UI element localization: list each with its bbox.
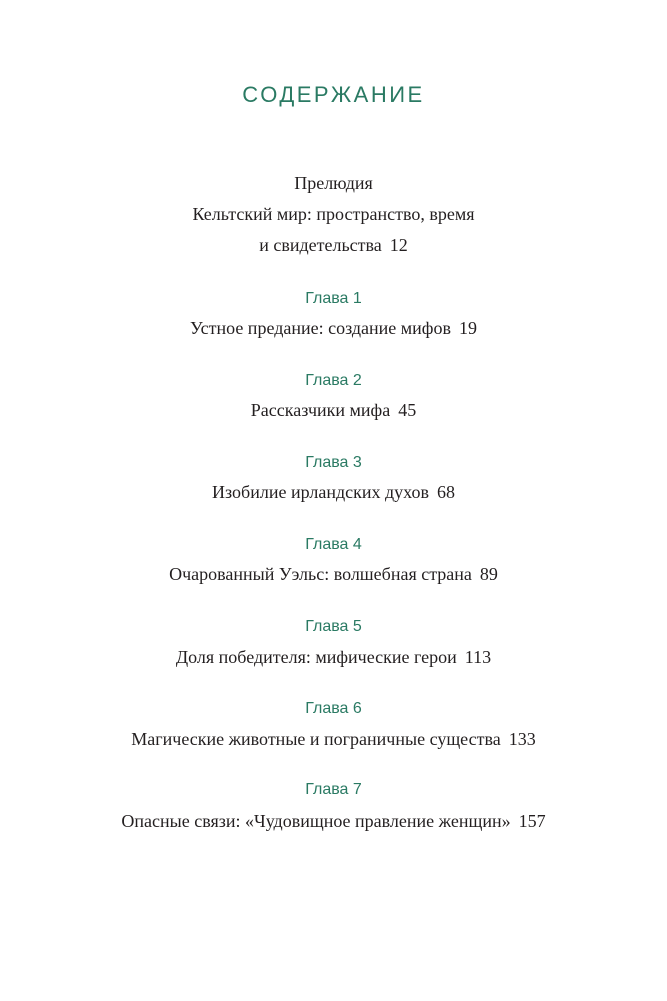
prelude-title-line2-text: и свидетельства xyxy=(259,235,382,255)
chapter-label: Глава 1 xyxy=(305,290,362,307)
chapter-title: Доля победителя: мифические герои xyxy=(175,647,457,667)
chapter-title: Магические животные и пограничные существа xyxy=(131,729,501,749)
chapter-title-line xyxy=(0,727,667,751)
chapter-title-line xyxy=(0,645,667,669)
chapter-title: Очарованный Уэльс: волшебная страна xyxy=(169,564,472,584)
chapter-title: Устное предание: создание мифов xyxy=(190,318,451,338)
page-title: СОДЕРЖАНИЕ xyxy=(242,82,425,107)
chapter-label: Глава 2 xyxy=(305,372,362,389)
chapter-label: Глава 7 xyxy=(305,781,362,798)
page-number: 113 xyxy=(464,647,492,667)
chapter-label: Глава 4 xyxy=(305,536,362,553)
prelude-title-line2 xyxy=(0,233,667,257)
chapter-title-line xyxy=(0,809,667,833)
chapter-title-line xyxy=(0,562,667,586)
chapter-label: Глава 6 xyxy=(305,700,362,717)
chapter-title-line xyxy=(0,480,667,504)
chapter-title: Опасные связи: «Чудовищное правление женщин» xyxy=(121,811,511,831)
page-number: 157 xyxy=(518,811,546,831)
chapter-title-line xyxy=(0,316,667,340)
page-number: 19 xyxy=(458,318,477,338)
chapter-label: Глава 3 xyxy=(305,454,362,471)
prelude-title-line1: Кельтский мир: пространство, время xyxy=(192,204,475,224)
page-number: 133 xyxy=(508,729,536,749)
chapter-title-line xyxy=(0,398,667,422)
page-number: 12 xyxy=(389,235,408,255)
page-number: 45 xyxy=(398,400,417,420)
page-number: 89 xyxy=(479,564,498,584)
chapter-title: Изобилие ирландских духов xyxy=(212,482,429,502)
chapter-title: Рассказчики мифа xyxy=(250,400,391,420)
page-number: 68 xyxy=(436,482,455,502)
chapter-label: Глава 5 xyxy=(305,618,362,635)
prelude-label: Прелюдия xyxy=(294,173,373,193)
